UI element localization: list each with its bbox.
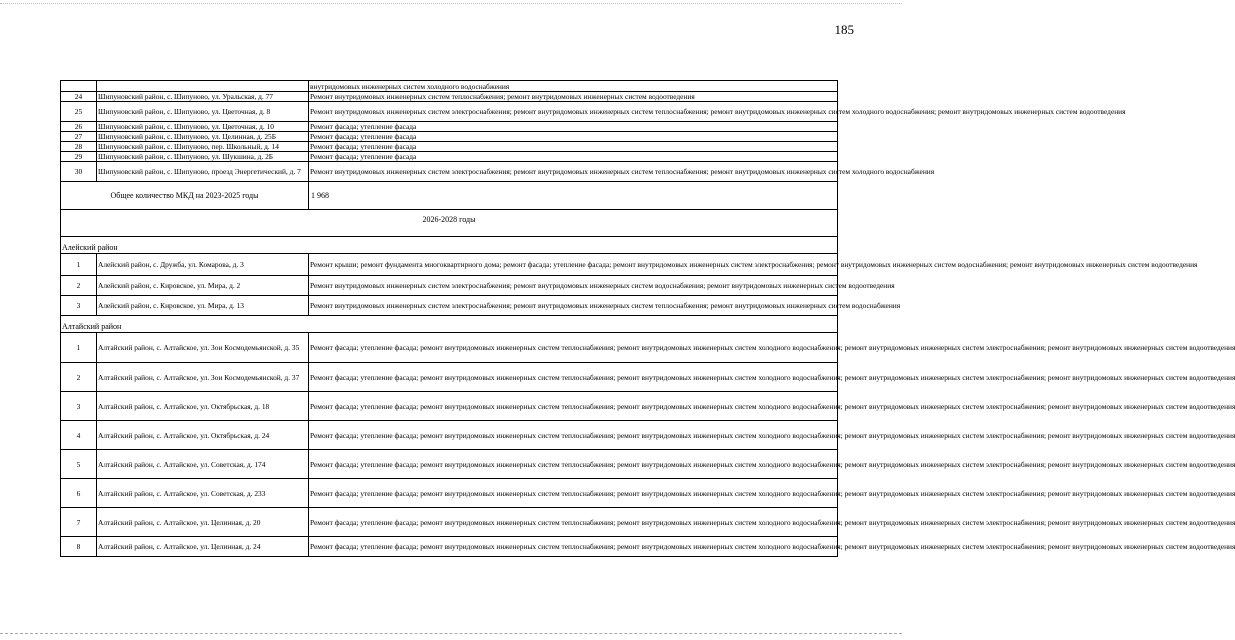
- address-cell: Шипуновский район, с. Шипуново, ул. Уральская, д. 77: [97, 92, 309, 102]
- page-number: 185: [834, 22, 854, 37]
- scan-top-edge: [0, 3, 902, 4]
- continuation-row: [61, 81, 838, 92]
- row-number-cell: 4: [61, 421, 97, 450]
- work-cell: Ремонт фасада; утепление фасада; ремонт внутридомовых инженерных систем теплоснабжения; ремонт внутридомовых инженерных систем холодного водоснабжения; ремонт внутридомовых инженерных систем электроснабжения; ремонт внутридомовых инженерных систем водоотведения: [309, 333, 838, 363]
- district-row: [61, 237, 838, 254]
- work-cell: Ремонт фасада; утепление фасада: [309, 122, 838, 132]
- row-number-cell: 29: [61, 152, 97, 162]
- work-cell: внутридомовых инженерных систем холодного водоснабжения: [309, 81, 838, 92]
- address-cell: Алтайский район, с. Алтайское, ул. Целинная, д. 24: [97, 537, 309, 557]
- work-cell: Ремонт внутридомовых инженерных систем электроснабжения; ремонт внутридомовых инженерных систем теплоснабжения; ремонт внутридомовых инженерных систем холодного водоснабжения: [309, 162, 838, 182]
- table-row: [61, 254, 838, 276]
- work-cell: Ремонт внутридомовых инженерных систем электроснабжения; ремонт внутридомовых инженерных систем теплоснабжения; ремонт внутридомовых инженерных систем холодного водоснабжения; ремонт внутридомовых инженерных систем водоотведения: [309, 102, 838, 122]
- row-number-cell: 27: [61, 132, 97, 142]
- table-row: [61, 162, 838, 182]
- table-row: [61, 102, 838, 122]
- work-cell: Ремонт внутридомовых инженерных систем электроснабжения; ремонт внутридомовых инженерных систем теплоснабжения; ремонт внутридомовых инженерных систем водоснабжения: [309, 296, 838, 316]
- address-cell: Шипуновский район, с. Шипуново, ул. Шукшина, д. 2Б: [97, 152, 309, 162]
- work-cell: Ремонт внутридомовых инженерных систем электроснабжения; ремонт внутридомовых инженерных систем водоснабжения; ремонт внутридомовых инженерных систем водоотведения: [309, 276, 838, 296]
- row-number-cell: 1: [61, 333, 97, 363]
- period-heading: 2026-2028 годы: [61, 210, 838, 237]
- address-cell: Алтайский район, с. Алтайское, ул. Октябрьская, д. 24: [97, 421, 309, 450]
- row-number-cell: 1: [61, 254, 97, 276]
- address-cell: Шипуновский район, с. Шипуново, ул. Цветочная, д. 8: [97, 102, 309, 122]
- total-row: [61, 182, 838, 210]
- district-row: [61, 316, 838, 333]
- district-heading: Алейский район: [61, 237, 838, 254]
- address-cell: Алтайский район, с. Алтайское, ул. Советская, д. 174: [97, 450, 309, 479]
- work-cell: Ремонт внутридомовых инженерных систем теплоснабжения; ремонт внутридомовых инженерных систем водоотведения: [309, 92, 838, 102]
- work-cell: Ремонт фасада; утепление фасада; ремонт внутридомовых инженерных систем теплоснабжения; ремонт внутридомовых инженерных систем холодного водоснабжения; ремонт внутридомовых инженерных систем электроснабжения; ремонт внутридомовых инженерных систем водоотведения: [309, 508, 838, 537]
- repair-program-table: [60, 80, 1235, 557]
- row-number-cell: 25: [61, 102, 97, 122]
- total-value: 1 968: [309, 182, 838, 210]
- row-number-cell: 3: [61, 296, 97, 316]
- table-row: [61, 142, 838, 152]
- address-cell: Шипуновский район, с. Шипуново, пер. Школьный, д. 14: [97, 142, 309, 152]
- row-number-cell: 2: [61, 276, 97, 296]
- row-number-cell: 3: [61, 392, 97, 421]
- work-cell: Ремонт фасада; утепление фасада: [309, 142, 838, 152]
- address-cell: Алейский район, с. Кировское, ул. Мира, д. 13: [97, 296, 309, 316]
- address-cell: Алтайский район, с. Алтайское, ул. Советская, д. 233: [97, 479, 309, 508]
- scan-bottom-edge: [0, 633, 902, 634]
- address-cell: Алтайский район, с. Алтайское, ул. Октябрьская, д. 18: [97, 392, 309, 421]
- work-cell: Ремонт фасада; утепление фасада: [309, 132, 838, 142]
- row-number-cell: 6: [61, 479, 97, 508]
- rows-aleysky: [61, 254, 1198, 316]
- address-cell: Шипуновский район, с. Шипуново, ул. Цветочная, д. 10: [97, 122, 309, 132]
- work-cell: Ремонт фасада; утепление фасада; ремонт внутридомовых инженерных систем теплоснабжения; ремонт внутридомовых инженерных систем холодного водоснабжения; ремонт внутридомовых инженерных систем электроснабжения; ремонт внутридомовых инженерных систем водоотведения: [309, 392, 838, 421]
- table-row: [61, 132, 838, 142]
- table-row: [61, 296, 838, 316]
- address-cell: Алтайский район, с. Алтайское, ул. Зои Космодемьянской, д. 37: [97, 363, 309, 392]
- period-row: [61, 210, 838, 237]
- work-cell: Ремонт фасада; утепление фасада; ремонт внутридомовых инженерных систем теплоснабжения; ремонт внутридомовых инженерных систем холодного водоснабжения; ремонт внутридомовых инженерных систем электроснабжения; ремонт внутридомовых инженерных систем водоотведения: [309, 363, 838, 392]
- work-cell: Ремонт фасада; утепление фасада; ремонт внутридомовых инженерных систем теплоснабжения; ремонт внутридомовых инженерных систем холодного водоснабжения; ремонт внутридомовых инженерных систем электроснабжения; ремонт внутридомовых инженерных систем водоотведения: [309, 421, 838, 450]
- table-row: [61, 363, 838, 392]
- work-cell: Ремонт фасада; утепление фасада; ремонт внутридомовых инженерных систем теплоснабжения; ремонт внутридомовых инженерных систем холодного водоснабжения; ремонт внутридомовых инженерных систем электроснабжения; ремонт внутридомовых инженерных систем водоотведения: [309, 479, 838, 508]
- total-label: Общее количество МКД на 2023-2025 годы: [61, 182, 309, 210]
- row-number-cell: 24: [61, 92, 97, 102]
- row-number-cell: 2: [61, 363, 97, 392]
- table-row: [61, 508, 838, 537]
- table-row: [61, 92, 838, 102]
- address-cell: Шипуновский район, с. Шипуново, проезд Энергетический, д. 7: [97, 162, 309, 182]
- table-row: [61, 122, 838, 132]
- rows-altaysky: [61, 333, 1235, 557]
- address-cell: Шипуновский район, с. Шипуново, ул. Целинная, д. 25Б: [97, 132, 309, 142]
- row-number-cell: 5: [61, 450, 97, 479]
- table-row: [61, 537, 838, 557]
- table-row: [61, 450, 838, 479]
- row-number-cell: 30: [61, 162, 97, 182]
- address-cell: Алтайский район, с. Алтайское, ул. Целинная, д. 20: [97, 508, 309, 537]
- table-row: [61, 421, 838, 450]
- work-cell: Ремонт фасада; утепление фасада; ремонт внутридомовых инженерных систем теплоснабжения; ремонт внутридомовых инженерных систем холодного водоснабжения; ремонт внутридомовых инженерных систем электроснабжения; ремонт внутридомовых инженерных систем водоотведения: [309, 537, 838, 557]
- table-row: [61, 392, 838, 421]
- row-number-cell: 8: [61, 537, 97, 557]
- row-number-cell: 7: [61, 508, 97, 537]
- address-cell: Алейский район, с. Дружба, ул. Комарова, д. 3: [97, 254, 309, 276]
- work-cell: Ремонт крыши; ремонт фундамента многоквартирного дома; ремонт фасада; утепление фасада; ремонт внутридомовых инженерных систем электроснабжения; ремонт внутридомовых инженерных систем водоснабжения; ремонт внутридомовых инженерных систем водоотведения: [309, 254, 838, 276]
- address-cell: Алтайский район, с. Алтайское, ул. Зои Космодемьянской, д. 35: [97, 333, 309, 363]
- table-row: [61, 152, 838, 162]
- work-cell: Ремонт фасада; утепление фасада; ремонт внутридомовых инженерных систем теплоснабжения; ремонт внутридомовых инженерных систем холодного водоснабжения; ремонт внутридомовых инженерных систем электроснабжения; ремонт внутридомовых инженерных систем водоотведения: [309, 450, 838, 479]
- row-number-cell: 28: [61, 142, 97, 152]
- district-heading: Алтайский район: [61, 316, 838, 333]
- row-number-cell: 26: [61, 122, 97, 132]
- rows-2023-2025: [61, 92, 1126, 182]
- address-cell: Алейский район, с. Кировское, ул. Мира, д. 2: [97, 276, 309, 296]
- table-row: [61, 479, 838, 508]
- table-row: [61, 333, 838, 363]
- work-cell: Ремонт фасада; утепление фасада: [309, 152, 838, 162]
- table-row: [61, 276, 838, 296]
